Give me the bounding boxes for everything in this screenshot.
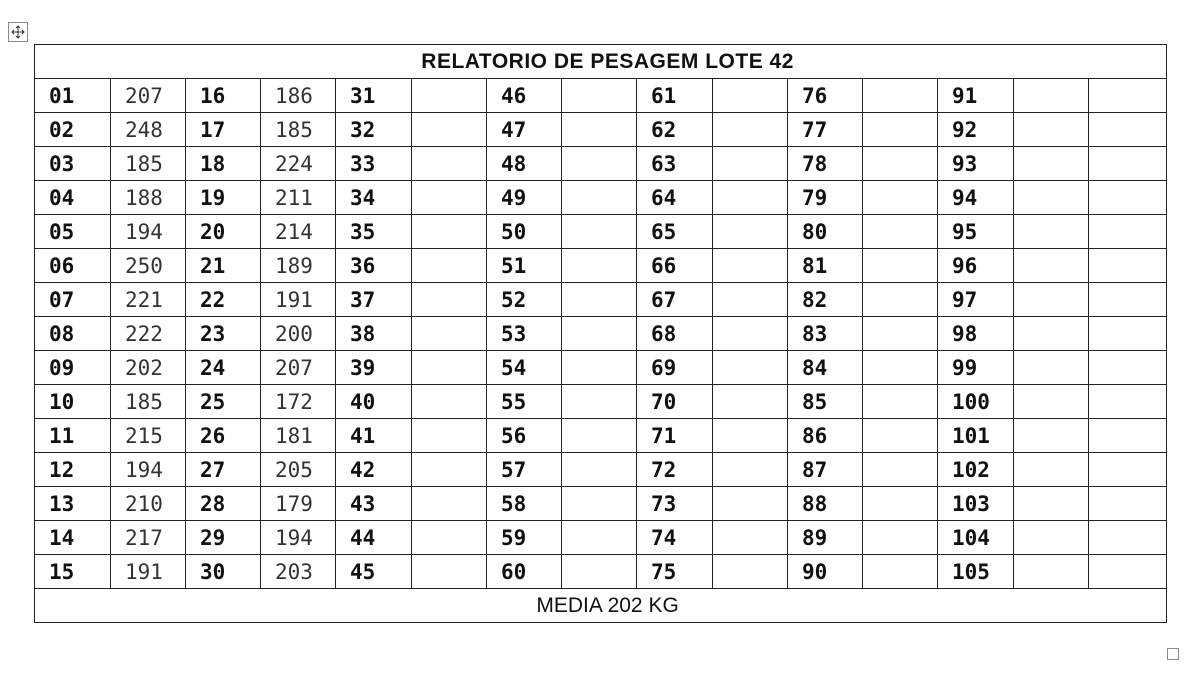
extra-empty-cell[interactable] <box>1089 453 1167 487</box>
animal-number-cell[interactable]: 103 <box>938 487 1014 521</box>
weight-value-cell[interactable]: 224 <box>261 147 336 181</box>
table-row <box>35 521 1167 555</box>
animal-number-cell[interactable]: 88 <box>788 487 863 521</box>
weight-value-cell[interactable] <box>412 79 487 113</box>
extra-empty-cell[interactable] <box>1089 215 1167 249</box>
table-row <box>35 113 1167 147</box>
animal-number-cell[interactable]: 80 <box>788 215 863 249</box>
animal-number-cell[interactable]: 78 <box>788 147 863 181</box>
extra-empty-cell[interactable] <box>1089 351 1167 385</box>
weight-value-cell[interactable] <box>412 317 487 351</box>
weight-value-cell[interactable] <box>713 249 788 283</box>
animal-number-cell[interactable]: 37 <box>336 283 412 317</box>
animal-number-cell[interactable]: 99 <box>938 351 1014 385</box>
weight-value-cell[interactable] <box>1014 385 1089 419</box>
animal-number-cell[interactable]: 72 <box>637 453 713 487</box>
animal-number-cell[interactable]: 66 <box>637 249 713 283</box>
animal-number-cell[interactable]: 07 <box>35 283 111 317</box>
animal-number-cell[interactable]: 10 <box>35 385 111 419</box>
table-row <box>35 317 1167 351</box>
animal-number-cell[interactable]: 100 <box>938 385 1014 419</box>
animal-number-cell[interactable]: 73 <box>637 487 713 521</box>
animal-number-cell[interactable]: 43 <box>336 487 412 521</box>
animal-number-cell[interactable]: 53 <box>487 317 562 351</box>
weight-value-cell[interactable]: 185 <box>261 113 336 147</box>
animal-number-cell[interactable]: 83 <box>788 317 863 351</box>
extra-empty-cell[interactable] <box>1089 555 1167 589</box>
weight-value-cell[interactable] <box>412 453 487 487</box>
weight-value-cell[interactable] <box>863 79 938 113</box>
extra-empty-cell[interactable] <box>1089 147 1167 181</box>
weight-value-cell[interactable] <box>562 317 637 351</box>
title-row <box>35 45 1167 79</box>
weight-value-cell[interactable] <box>412 215 487 249</box>
four-way-arrow-icon <box>11 25 25 39</box>
animal-number-cell[interactable]: 101 <box>938 419 1014 453</box>
weight-value-cell[interactable] <box>863 453 938 487</box>
animal-number-cell[interactable]: 63 <box>637 147 713 181</box>
extra-empty-cell[interactable] <box>1089 487 1167 521</box>
weight-value-cell[interactable]: 194 <box>111 215 186 249</box>
weight-value-cell[interactable] <box>863 487 938 521</box>
weight-value-cell[interactable] <box>863 351 938 385</box>
weight-value-cell[interactable] <box>713 283 788 317</box>
animal-number-cell[interactable]: 61 <box>637 79 713 113</box>
animal-number-cell[interactable]: 65 <box>637 215 713 249</box>
weight-value-cell[interactable] <box>562 453 637 487</box>
weight-value-cell[interactable] <box>713 453 788 487</box>
animal-number-cell[interactable]: 76 <box>788 79 863 113</box>
weight-value-cell[interactable] <box>1014 487 1089 521</box>
weight-value-cell[interactable] <box>713 215 788 249</box>
weight-value-cell[interactable] <box>562 555 637 589</box>
animal-number-cell[interactable]: 69 <box>637 351 713 385</box>
weight-value-cell[interactable] <box>713 181 788 215</box>
animal-number-cell[interactable]: 39 <box>336 351 412 385</box>
animal-number-cell[interactable]: 03 <box>35 147 111 181</box>
weight-value-cell[interactable] <box>863 317 938 351</box>
animal-number-cell[interactable]: 04 <box>35 181 111 215</box>
weight-value-cell[interactable]: 186 <box>261 79 336 113</box>
weight-value-cell[interactable] <box>562 487 637 521</box>
extra-empty-cell[interactable] <box>1089 385 1167 419</box>
animal-number-cell[interactable]: 85 <box>788 385 863 419</box>
animal-number-cell[interactable]: 46 <box>487 79 562 113</box>
animal-number-cell[interactable]: 26 <box>186 419 261 453</box>
weight-value-cell[interactable] <box>1014 283 1089 317</box>
table-row <box>35 79 1167 113</box>
animal-number-cell[interactable]: 38 <box>336 317 412 351</box>
weight-value-cell[interactable] <box>1014 249 1089 283</box>
animal-number-cell[interactable]: 14 <box>35 521 111 555</box>
animal-number-cell[interactable]: 89 <box>788 521 863 555</box>
weight-value-cell[interactable] <box>562 113 637 147</box>
table-row <box>35 555 1167 589</box>
weight-value-cell[interactable]: 248 <box>111 113 186 147</box>
animal-number-cell[interactable]: 81 <box>788 249 863 283</box>
weight-value-cell[interactable]: 188 <box>111 181 186 215</box>
weight-value-cell[interactable] <box>412 283 487 317</box>
table-row <box>35 385 1167 419</box>
weight-value-cell[interactable]: 189 <box>261 249 336 283</box>
weight-value-cell[interactable] <box>1014 147 1089 181</box>
table-row <box>35 453 1167 487</box>
weight-value-cell[interactable] <box>713 351 788 385</box>
table-row <box>35 419 1167 453</box>
weight-value-cell[interactable] <box>1014 453 1089 487</box>
weight-value-cell[interactable] <box>713 79 788 113</box>
animal-number-cell[interactable]: 08 <box>35 317 111 351</box>
animal-number-cell[interactable]: 48 <box>487 147 562 181</box>
weight-value-cell[interactable] <box>863 249 938 283</box>
animal-number-cell[interactable]: 45 <box>336 555 412 589</box>
weight-value-cell[interactable]: 179 <box>261 487 336 521</box>
table-resize-handle[interactable] <box>1167 648 1179 660</box>
animal-number-cell[interactable]: 92 <box>938 113 1014 147</box>
weight-value-cell[interactable]: 194 <box>261 521 336 555</box>
extra-empty-cell[interactable] <box>1089 419 1167 453</box>
weight-value-cell[interactable]: 215 <box>111 419 186 453</box>
weight-value-cell[interactable]: 211 <box>261 181 336 215</box>
weight-value-cell[interactable] <box>562 419 637 453</box>
weight-value-cell[interactable]: 185 <box>111 385 186 419</box>
extra-empty-cell[interactable] <box>1089 249 1167 283</box>
weight-value-cell[interactable] <box>562 249 637 283</box>
animal-number-cell[interactable]: 94 <box>938 181 1014 215</box>
weight-value-cell[interactable] <box>713 555 788 589</box>
animal-number-cell[interactable]: 82 <box>788 283 863 317</box>
weight-value-cell[interactable]: 205 <box>261 453 336 487</box>
animal-number-cell[interactable]: 17 <box>186 113 261 147</box>
weight-value-cell[interactable] <box>562 181 637 215</box>
weighing-report-table <box>34 44 1167 623</box>
animal-number-cell[interactable]: 87 <box>788 453 863 487</box>
extra-empty-cell[interactable] <box>1089 181 1167 215</box>
animal-number-cell[interactable]: 01 <box>35 79 111 113</box>
weight-value-cell[interactable] <box>412 385 487 419</box>
weight-value-cell[interactable]: 210 <box>111 487 186 521</box>
animal-number-cell[interactable]: 96 <box>938 249 1014 283</box>
weight-value-cell[interactable] <box>1014 351 1089 385</box>
animal-number-cell[interactable]: 33 <box>336 147 412 181</box>
weight-value-cell[interactable] <box>412 351 487 385</box>
weight-value-cell[interactable] <box>863 147 938 181</box>
weight-value-cell[interactable] <box>713 317 788 351</box>
animal-number-cell[interactable]: 77 <box>788 113 863 147</box>
weight-value-cell[interactable] <box>1014 113 1089 147</box>
weight-value-cell[interactable] <box>713 385 788 419</box>
weight-value-cell[interactable] <box>713 487 788 521</box>
weight-grid <box>35 79 1167 589</box>
animal-number-cell[interactable]: 16 <box>186 79 261 113</box>
animal-number-cell[interactable]: 91 <box>938 79 1014 113</box>
animal-number-cell[interactable]: 15 <box>35 555 111 589</box>
animal-number-cell[interactable]: 58 <box>487 487 562 521</box>
animal-number-cell[interactable]: 67 <box>637 283 713 317</box>
animal-number-cell[interactable]: 74 <box>637 521 713 555</box>
table-move-handle-icon[interactable] <box>8 22 28 42</box>
weight-value-cell[interactable] <box>412 181 487 215</box>
table-row <box>35 283 1167 317</box>
weight-value-cell[interactable] <box>713 113 788 147</box>
weight-value-cell[interactable] <box>863 215 938 249</box>
animal-number-cell[interactable]: 35 <box>336 215 412 249</box>
weight-value-cell[interactable]: 172 <box>261 385 336 419</box>
animal-number-cell[interactable]: 42 <box>336 453 412 487</box>
animal-number-cell[interactable]: 93 <box>938 147 1014 181</box>
animal-number-cell[interactable]: 28 <box>186 487 261 521</box>
animal-number-cell[interactable]: 41 <box>336 419 412 453</box>
table-row <box>35 249 1167 283</box>
animal-number-cell[interactable]: 20 <box>186 215 261 249</box>
extra-empty-cell[interactable] <box>1089 283 1167 317</box>
animal-number-cell[interactable]: 44 <box>336 521 412 555</box>
animal-number-cell[interactable]: 34 <box>336 181 412 215</box>
weight-value-cell[interactable] <box>412 113 487 147</box>
animal-number-cell[interactable]: 49 <box>487 181 562 215</box>
weight-value-cell[interactable] <box>1014 555 1089 589</box>
animal-number-cell[interactable]: 29 <box>186 521 261 555</box>
weight-value-cell[interactable] <box>1014 419 1089 453</box>
weight-value-cell[interactable] <box>412 147 487 181</box>
animal-number-cell[interactable]: 54 <box>487 351 562 385</box>
weight-value-cell[interactable]: 194 <box>111 453 186 487</box>
weight-value-cell[interactable] <box>1014 79 1089 113</box>
animal-number-cell[interactable]: 51 <box>487 249 562 283</box>
animal-number-cell[interactable]: 36 <box>336 249 412 283</box>
animal-number-cell[interactable]: 47 <box>487 113 562 147</box>
animal-number-cell[interactable]: 50 <box>487 215 562 249</box>
weight-value-cell[interactable]: 222 <box>111 317 186 351</box>
weight-value-cell[interactable] <box>562 351 637 385</box>
animal-number-cell[interactable]: 40 <box>336 385 412 419</box>
weight-value-cell[interactable] <box>713 419 788 453</box>
animal-number-cell[interactable]: 56 <box>487 419 562 453</box>
weight-value-cell[interactable] <box>412 419 487 453</box>
weight-value-cell[interactable] <box>562 79 637 113</box>
report-title[interactable]: RELATORIO DE PESAGEM LOTE 42 <box>35 45 1167 79</box>
extra-empty-cell[interactable] <box>1089 317 1167 351</box>
weight-value-cell[interactable]: 221 <box>111 283 186 317</box>
weight-value-cell[interactable] <box>1014 181 1089 215</box>
animal-number-cell[interactable]: 24 <box>186 351 261 385</box>
animal-number-cell[interactable]: 18 <box>186 147 261 181</box>
animal-number-cell[interactable]: 52 <box>487 283 562 317</box>
animal-number-cell[interactable]: 60 <box>487 555 562 589</box>
animal-number-cell[interactable]: 30 <box>186 555 261 589</box>
weight-value-cell[interactable]: 250 <box>111 249 186 283</box>
animal-number-cell[interactable]: 95 <box>938 215 1014 249</box>
animal-number-cell[interactable]: 98 <box>938 317 1014 351</box>
animal-number-cell[interactable]: 84 <box>788 351 863 385</box>
animal-number-cell[interactable]: 90 <box>788 555 863 589</box>
animal-number-cell[interactable]: 105 <box>938 555 1014 589</box>
weight-value-cell[interactable] <box>412 555 487 589</box>
weight-value-cell[interactable] <box>713 521 788 555</box>
animal-number-cell[interactable]: 62 <box>637 113 713 147</box>
animal-number-cell[interactable]: 55 <box>487 385 562 419</box>
animal-number-cell[interactable]: 19 <box>186 181 261 215</box>
weight-value-cell[interactable]: 207 <box>261 351 336 385</box>
animal-number-cell[interactable]: 97 <box>938 283 1014 317</box>
weight-value-cell[interactable] <box>863 113 938 147</box>
weight-value-cell[interactable] <box>412 521 487 555</box>
weight-value-cell[interactable] <box>863 283 938 317</box>
animal-number-cell[interactable]: 102 <box>938 453 1014 487</box>
weight-value-cell[interactable]: 214 <box>261 215 336 249</box>
animal-number-cell[interactable]: 23 <box>186 317 261 351</box>
weight-value-cell[interactable] <box>1014 317 1089 351</box>
animal-number-cell[interactable]: 12 <box>35 453 111 487</box>
animal-number-cell[interactable]: 64 <box>637 181 713 215</box>
animal-number-cell[interactable]: 32 <box>336 113 412 147</box>
table-row <box>35 181 1167 215</box>
weight-value-cell[interactable]: 185 <box>111 147 186 181</box>
animal-number-cell[interactable]: 79 <box>788 181 863 215</box>
weight-value-cell[interactable]: 191 <box>111 555 186 589</box>
animal-number-cell[interactable]: 25 <box>186 385 261 419</box>
animal-number-cell[interactable]: 70 <box>637 385 713 419</box>
animal-number-cell[interactable]: 31 <box>336 79 412 113</box>
animal-number-cell[interactable]: 05 <box>35 215 111 249</box>
animal-number-cell[interactable]: 21 <box>186 249 261 283</box>
average-weight[interactable]: MEDIA 202 KG <box>35 589 1167 623</box>
weight-value-cell[interactable] <box>863 555 938 589</box>
animal-number-cell[interactable]: 104 <box>938 521 1014 555</box>
animal-number-cell[interactable]: 02 <box>35 113 111 147</box>
weight-value-cell[interactable] <box>562 215 637 249</box>
animal-number-cell[interactable]: 86 <box>788 419 863 453</box>
animal-number-cell[interactable]: 06 <box>35 249 111 283</box>
weight-value-cell[interactable]: 200 <box>261 317 336 351</box>
weight-value-cell[interactable] <box>863 181 938 215</box>
table-row <box>35 351 1167 385</box>
extra-empty-cell[interactable] <box>1089 79 1167 113</box>
weight-value-cell[interactable]: 203 <box>261 555 336 589</box>
footer-row <box>35 589 1167 623</box>
weight-value-cell[interactable] <box>562 385 637 419</box>
weight-value-cell[interactable] <box>412 487 487 521</box>
animal-number-cell[interactable]: 71 <box>637 419 713 453</box>
table-row <box>35 147 1167 181</box>
weight-value-cell[interactable] <box>562 521 637 555</box>
weight-value-cell[interactable]: 207 <box>111 79 186 113</box>
weight-value-cell[interactable] <box>863 419 938 453</box>
weight-value-cell[interactable] <box>863 521 938 555</box>
animal-number-cell[interactable]: 11 <box>35 419 111 453</box>
weight-value-cell[interactable]: 191 <box>261 283 336 317</box>
animal-number-cell[interactable]: 68 <box>637 317 713 351</box>
weight-value-cell[interactable] <box>863 385 938 419</box>
weight-value-cell[interactable] <box>562 283 637 317</box>
weight-value-cell[interactable]: 202 <box>111 351 186 385</box>
animal-number-cell[interactable]: 59 <box>487 521 562 555</box>
extra-empty-cell[interactable] <box>1089 521 1167 555</box>
animal-number-cell[interactable]: 13 <box>35 487 111 521</box>
animal-number-cell[interactable]: 27 <box>186 453 261 487</box>
weight-value-cell[interactable]: 181 <box>261 419 336 453</box>
animal-number-cell[interactable]: 75 <box>637 555 713 589</box>
animal-number-cell[interactable]: 22 <box>186 283 261 317</box>
table-row <box>35 215 1167 249</box>
weight-value-cell[interactable] <box>562 147 637 181</box>
animal-number-cell[interactable]: 09 <box>35 351 111 385</box>
weight-value-cell[interactable] <box>412 249 487 283</box>
weight-value-cell[interactable]: 217 <box>111 521 186 555</box>
extra-empty-cell[interactable] <box>1089 113 1167 147</box>
weight-value-cell[interactable] <box>713 147 788 181</box>
weight-value-cell[interactable] <box>1014 215 1089 249</box>
table-row <box>35 487 1167 521</box>
animal-number-cell[interactable]: 57 <box>487 453 562 487</box>
weight-value-cell[interactable] <box>1014 521 1089 555</box>
